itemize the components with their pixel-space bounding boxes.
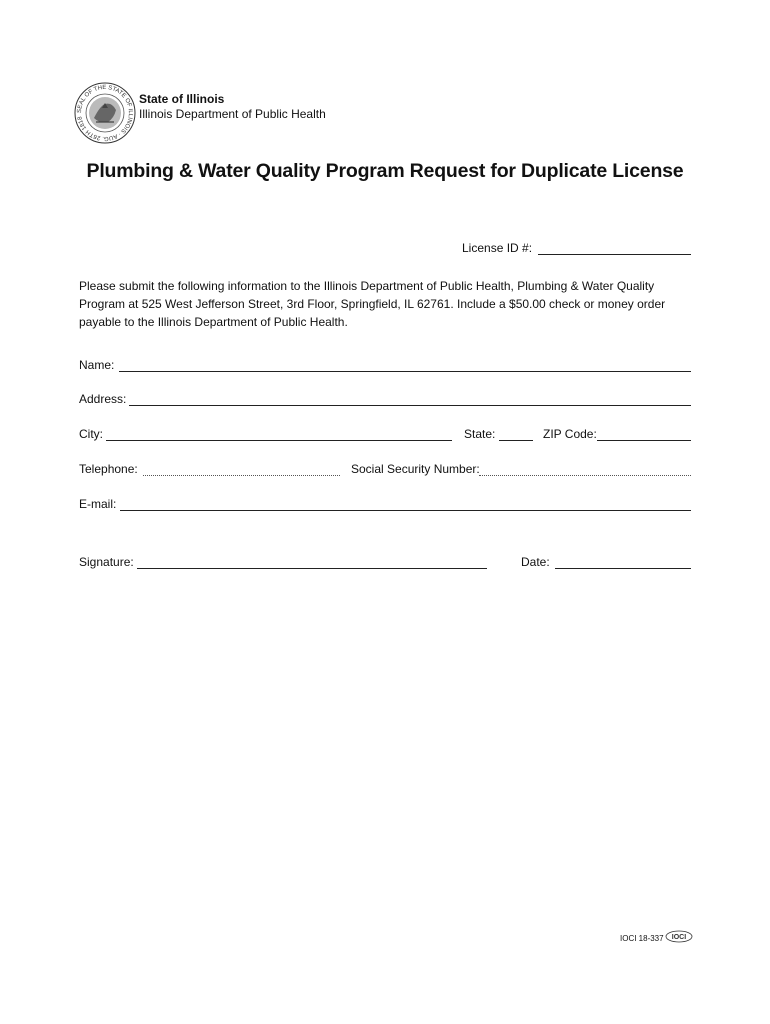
agency-header — [139, 92, 326, 122]
form-title: Plumbing & Water Quality Program Request for Duplicate License — [86, 160, 684, 182]
city-label: City: — [79, 427, 103, 441]
email-label: E-mail: — [79, 497, 117, 511]
seal-lettering: SEAL OF THE STATE OF ILLINOIS · AUG. 26TH 1818 — [76, 84, 134, 142]
telephone-label: Telephone: — [79, 462, 138, 476]
telephone-field[interactable] — [143, 475, 340, 476]
signature-label: Signature: — [79, 555, 134, 569]
ioci-logo-text: IOCI — [671, 934, 687, 941]
date-label: Date: — [521, 555, 550, 569]
license-id-label: License ID #: — [462, 241, 533, 255]
state-field[interactable] — [499, 440, 533, 441]
email-field[interactable] — [120, 510, 691, 511]
department-name: Illinois Department of Public Health — [139, 107, 326, 121]
zip-code-label: ZIP Code: — [543, 427, 597, 441]
address-label: Address: — [79, 392, 127, 406]
ssn-label: Social Security Number: — [351, 462, 480, 476]
illinois-state-seal-icon — [74, 82, 136, 144]
date-field[interactable] — [555, 568, 691, 569]
name-label: Name: — [79, 358, 115, 372]
state-name: State of Illinois — [139, 92, 225, 106]
form-code: IOCI 18-337 — [620, 934, 664, 943]
zip-code-field[interactable] — [597, 440, 691, 441]
name-field[interactable] — [119, 371, 691, 372]
state-label: State: — [464, 427, 496, 441]
ioci-logo-icon — [665, 930, 693, 943]
ssn-field[interactable] — [479, 475, 691, 476]
address-field[interactable] — [129, 405, 691, 406]
city-field[interactable] — [106, 440, 452, 441]
instructions-text: Please submit the following information to the Illinois Department of Public Health, Plumbing & Water Quality Program at 525 West Jefferson Street, 3rd Floor, Springfield, IL 62761. Include a $50.00 check or money order payable to the Illinois Department of Public Health. — [79, 279, 666, 329]
signature-field[interactable] — [137, 568, 487, 569]
license-id-field[interactable] — [538, 254, 691, 255]
